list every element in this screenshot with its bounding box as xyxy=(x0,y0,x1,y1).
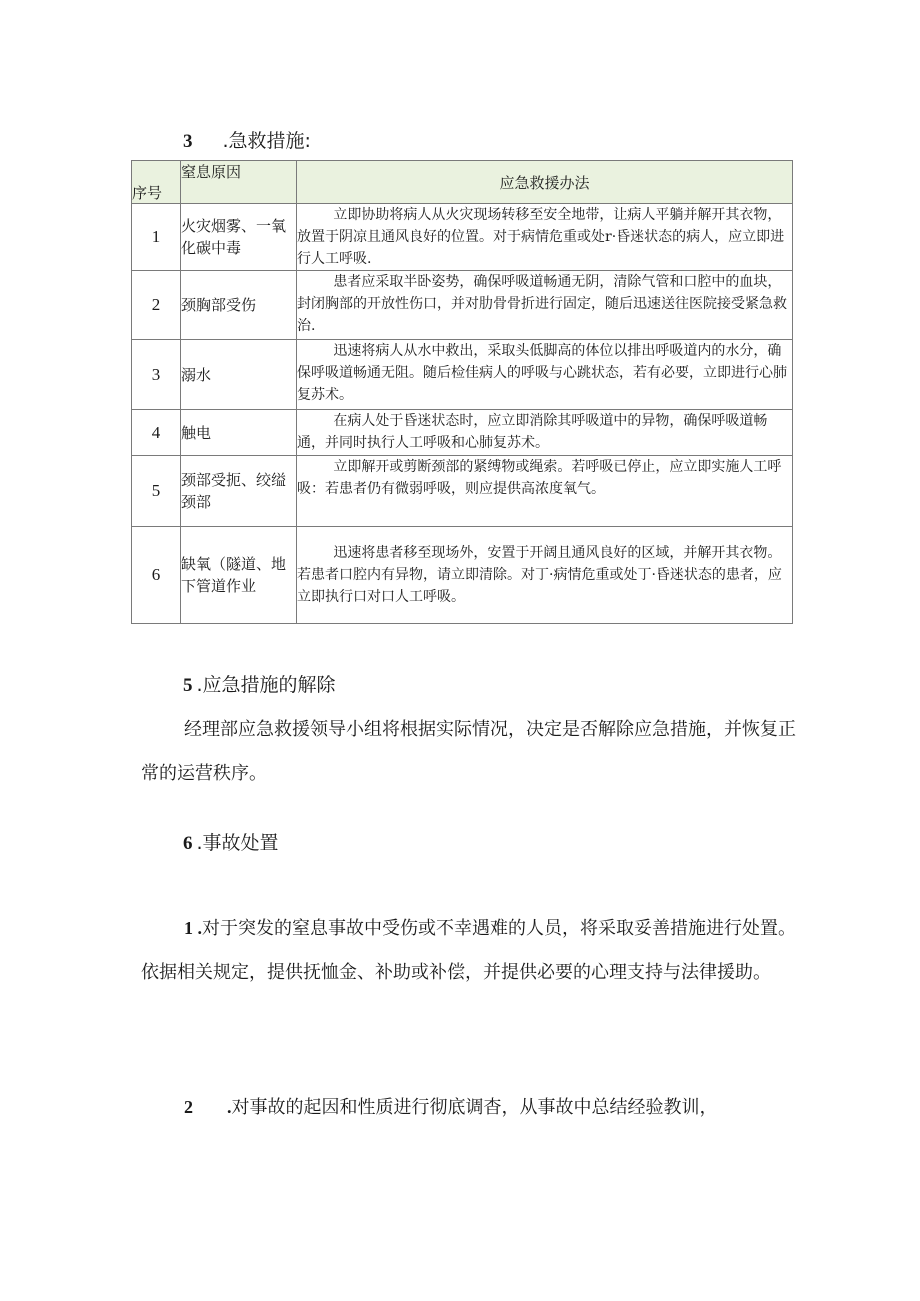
table-row xyxy=(132,410,793,456)
section-6-item-2 xyxy=(141,1085,796,1130)
section-6-heading xyxy=(183,828,279,855)
row-number: 6 xyxy=(132,527,181,624)
section-3-title: .急救措施: xyxy=(222,130,311,152)
row-cause: 颈胸部受伤 xyxy=(181,271,297,340)
item-1-text: 对于突发的窒息事故中受伤或不幸遇难的人员，将采取妥善措施进行处置。依据相关规定，提供抚恤金、补助或补偿，并提供必要的心理支持与法律援助。 xyxy=(141,918,796,983)
table-header-row xyxy=(132,161,793,204)
row-number: 3 xyxy=(132,340,181,410)
row-cause: 缺氧（隧道、地下管道作业 xyxy=(181,527,297,624)
section-6-item-1 xyxy=(141,906,796,995)
table-row xyxy=(132,271,793,340)
row-cause: 触电 xyxy=(181,410,297,456)
table-row xyxy=(132,204,793,271)
section-6-number: 6 xyxy=(183,833,193,854)
table-row xyxy=(132,527,793,624)
section-5-number: 5 xyxy=(183,675,193,696)
table-row xyxy=(132,340,793,410)
section-5-title: .应急措施的解除 xyxy=(196,674,336,696)
row-method: 迅速将患者移至现场外，安置于开阔且通风良好的区域，并解开其衣物。若患者口腔内有异物，请立即清除。对丁·病情危重或处丁·昏迷状态的患者，应立即执行口对口人工呼吸。 xyxy=(297,527,793,624)
header-number: 序号 xyxy=(132,161,181,204)
row-method: 立即解开或剪断颈部的紧缚物或绳索。若呼吸已停止，应立即实施人工呼吸：若患者仍有微弱呼吸，则应提供高浓度氧气。 xyxy=(297,456,793,527)
table-row xyxy=(132,456,793,527)
section-3-number: 3 xyxy=(183,131,193,152)
first-aid-table xyxy=(131,160,793,624)
section-5-heading xyxy=(183,670,336,697)
row-number: 2 xyxy=(132,271,181,340)
section-3-heading xyxy=(183,126,311,153)
row-method: 迅速将病人从水中救出，采取头低脚高的体位以排出呼吸道内的水分，确保呼吸道畅通无阻。随后检佳病人的呼吸与心跳状态，若有必要，立即进行心肺复苏术。 xyxy=(297,340,793,410)
header-cause: 窒息原因 xyxy=(181,161,297,204)
row-method: 立即协助将病人从火灾现场转移至安全地带，让病人平躺并解开其衣物，放置于阴凉且通风良好的位置。对于病情危重或处r·昏迷状态的病人，应立即进行人工呼吸. xyxy=(297,204,793,271)
row-method: 患者应采取半卧姿势，确保呼吸道畅通无阴，清除气管和口腔中的血块，封闭胸部的开放性伤口，并对肋骨骨折进行固定，随后迅速送往医院接受紧急救治. xyxy=(297,271,793,340)
row-cause: 火灾烟雾、一氧化碳中毒 xyxy=(181,204,297,271)
section-6-title: .事故处置 xyxy=(196,832,279,854)
row-number: 1 xyxy=(132,204,181,271)
row-cause: 溺水 xyxy=(181,340,297,410)
section-5-body: 经理部应急救援领导小组将根据实际情况，决定是否解除应急措施，并恢复正常的运营秩序。 xyxy=(141,719,796,784)
row-number: 4 xyxy=(132,410,181,456)
row-cause: 颈部受扼、绞缢颈部 xyxy=(181,456,297,527)
item-1-number: 1 . xyxy=(184,918,202,938)
header-method: 应急救援办法 xyxy=(297,161,793,204)
item-2-text: 对事故的起因和性质进行彻底调杳，从事故中总结经验教训， xyxy=(231,1097,718,1118)
row-number: 5 xyxy=(132,456,181,527)
item-2-number: 2 . xyxy=(184,1097,232,1117)
row-method: 在病人处于昏迷状态时，应立即消除其呼吸道中的异物，确保呼吸道畅通，并同时执行人工呼吸和心肺复苏术。 xyxy=(297,410,793,456)
